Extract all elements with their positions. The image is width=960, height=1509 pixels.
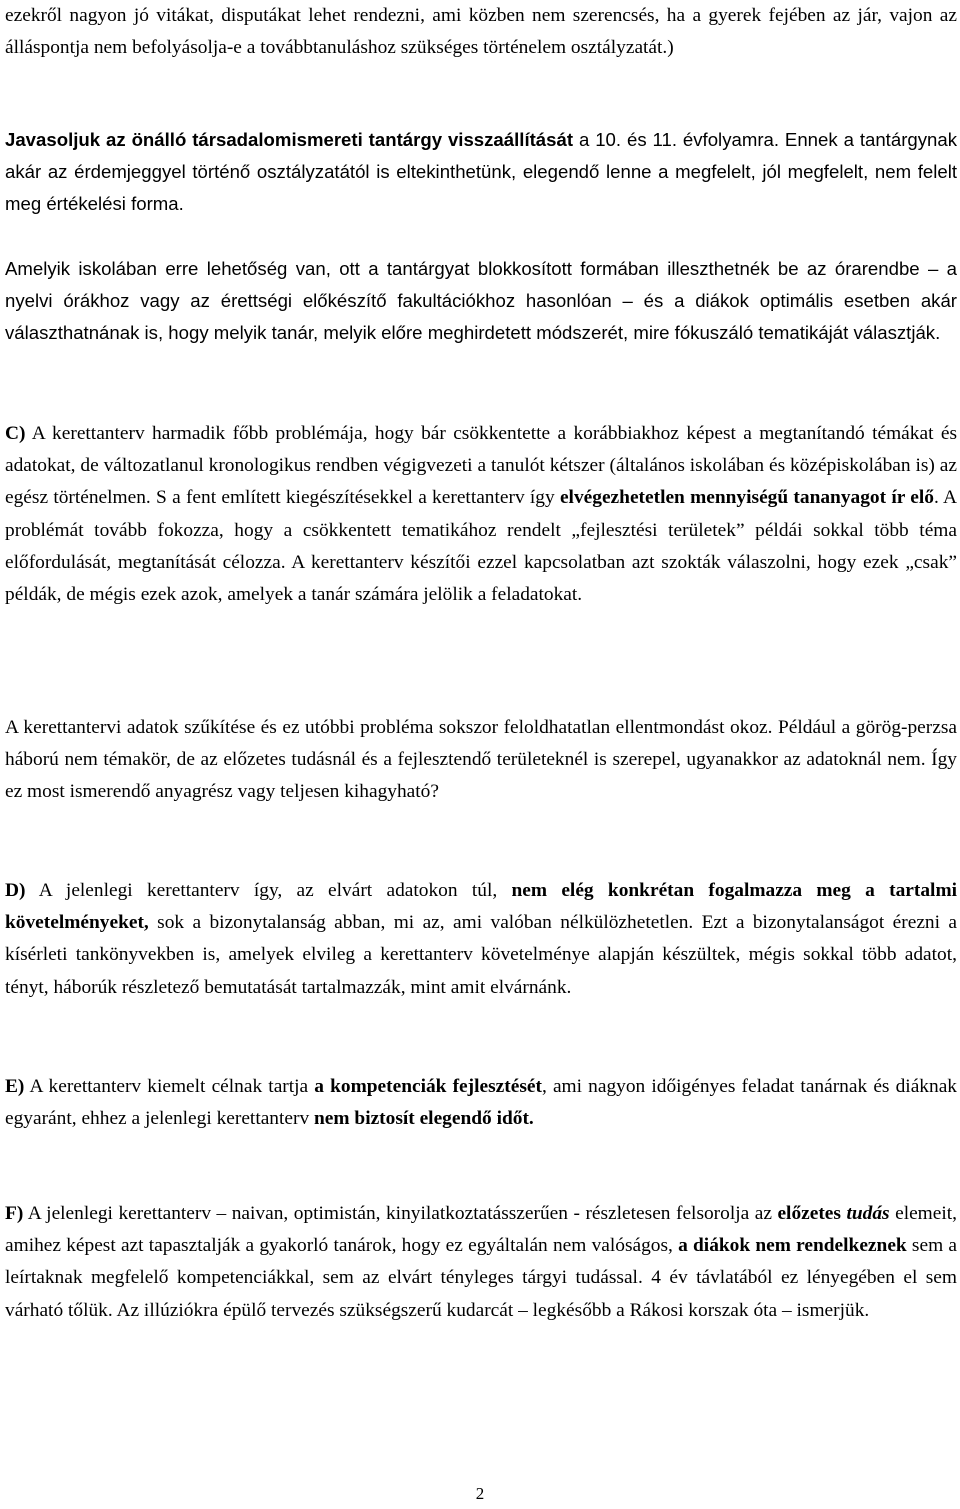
paragraph-intro	[5, 0, 957, 64]
bold-emphasis: nem elég konkrétan fogalmazza meg a tartalmi követelményeket,	[5, 880, 957, 934]
section-label-f: F)	[5, 1203, 24, 1224]
paragraph-text: sok a bizonytalanság abban, mi az, ami valóban nélkülözhetetlen. Ezt a bizonytalanságot érezni a kísérleti tankönyvekben is, amelyek elvileg a kerettanterv követelménye alapján készültek, mégis sokkal több adatot, tényt, háborúk részletező bemutatását tartalmazzák, mint amit elvárnánk.	[5, 912, 957, 998]
section-label-e: E)	[5, 1076, 25, 1097]
paragraph-contradiction	[5, 712, 957, 809]
paragraph-text: . A problémát tovább fokozza, hogy a csökkentett tematikához rendelt „fejlesztési területek” példái sokkal több téma előfordulását, megtanítását célozza. A kerettanterv készítői ezzel kapcsolatban azt szokták válaszolni, hogy ezek „csak” példák, de mégis ezek azok, amelyek a tanár számára jelölik a feladatokat.	[5, 487, 957, 606]
paragraph-text: A jelenlegi kerettanterv így, az elvárt adatokon túl,	[25, 880, 512, 901]
paragraph-text: ezekről nagyon jó vitákat, disputákat lehet rendezni, ami közben nem szerencsés, ha a gyerek fejében az jár, vajon az álláspontja nem befolyásolja-e a továbbtanuláshoz szükséges történelem osztályzatát.)	[5, 5, 957, 59]
paragraph-text: A jelenlegi kerettanterv – naivan, optimistán, kinyilatkoztatásszerűen - részletesen felsorolja az	[23, 1203, 778, 1224]
paragraph-c	[5, 418, 957, 611]
paragraph-recommendation	[5, 124, 957, 221]
bold-emphasis: előzetes	[777, 1203, 847, 1224]
paragraph-f	[5, 1198, 957, 1327]
page-number: 2	[475, 1484, 485, 1503]
bold-italic-emphasis: tudás	[846, 1203, 890, 1224]
paragraph-block-scheduling	[5, 253, 957, 350]
bold-emphasis: elvégezhetetlen mennyiségű tananyagot ír elő	[559, 487, 934, 509]
paragraph-d	[5, 875, 957, 1004]
bold-emphasis: nem biztosít elegendő időt.	[314, 1108, 534, 1130]
section-label-c: C)	[5, 423, 26, 444]
paragraph-text: elemeit, amihez képest azt tapasztalják a gyakorló tanárok, hogy ez egyáltalán nem valóságos,	[5, 1203, 957, 1257]
bold-emphasis: a diákok nem rendelkeznek	[678, 1235, 907, 1257]
paragraph-text: , ami nagyon időigényes feladat tanárnak és diáknak egyaránt, ehhez a jelenlegi kerettanterv	[5, 1076, 957, 1130]
paragraph-text: a 10. és 11. évfolyamra. Ennek a tantárgynak akár az érdemjeggyel történő osztályzatától is eltekinthetünk, elegendő lenne a megfelelt, jól megfelelt, nem felelt meg értékelési forma.	[5, 129, 957, 215]
bold-emphasis: a kompetenciák fejlesztését	[314, 1076, 542, 1097]
paragraph-text: sem a leírtaknak megfelelő kompetenciákkal, sem az elvárt tényleges tárgyi tudással. 4 év távlatából ez lényegében el sem várható tőlük. Az illúziókra épülő tervezés szükségszerű kudarcát – legkésőbb a Rákosi korszak óta – ismerjük.	[5, 1235, 957, 1321]
paragraph-text: A kerettanterv kiemelt célnak tartja	[24, 1076, 315, 1097]
section-label-d: D)	[5, 880, 26, 901]
paragraph-text: A kerettanterv harmadik főbb problémája, hogy bár csökkentette a korábbiakhoz képest a megtanítandó témákat és adatokat, de változatlanul kronologikus rendben végigvezeti a tanulót kétszer (általános iskolában és középiskolában is) az egész történelmen. S a fent említett kiegészítésekkel a kerettanterv így	[5, 423, 957, 509]
paragraph-text: Amelyik iskolában erre lehetőség van, ott a tantárgyat blokkosított formában illeszthetnék be az órarendbe – a nyelvi órákhoz vagy az érettségi előkészítő fakultációkhoz hasonlóan – és a diákok optimális esetben akár választhatnának is, hogy melyik tanár, melyik előre meghirdetett módszerét, mire fókuszáló tematikáját választják.	[5, 258, 957, 344]
paragraph-text: A kerettantervi adatok szűkítése és ez utóbbi probléma sokszor feloldhatatlan ellentmondást okoz. Például a görög-perzsa háború nem témakör, de az előzetes tudásnál és a fejlesztendő területeknél is szerepel, ugyanakkor az adatoknál nem. Így ez most ismerendő anyagrész vagy teljesen kihagyható?	[5, 717, 957, 803]
bold-recommendation: Javasoljuk az önálló társadalomismereti tantárgy visszaállítását	[5, 129, 574, 150]
paragraph-e	[5, 1071, 957, 1135]
